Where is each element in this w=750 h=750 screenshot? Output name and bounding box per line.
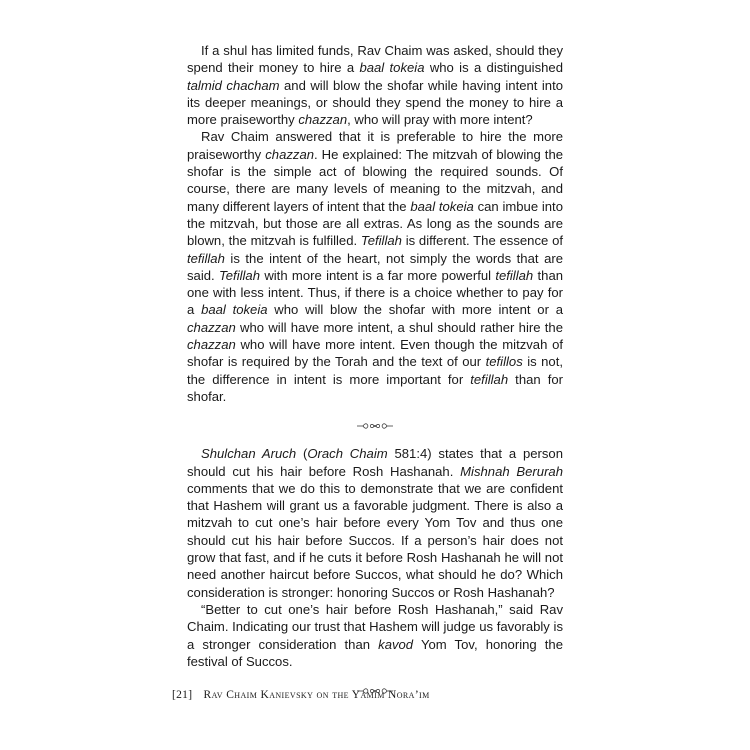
italic-term: baal tokeia	[359, 60, 425, 76]
italic-term: tefillos	[485, 354, 523, 370]
italic-term: tefillah	[495, 267, 534, 283]
italic-term: Mishnah Berurah	[460, 463, 563, 479]
text-run: with more intent is a far more powerful	[260, 267, 496, 283]
text-run: than for shofar.	[187, 371, 563, 404]
text-run: comments that we do this to demonstrate that we are confident that Hashem will grant us a favorable judgment. There is also a mitzvah to cut one’s hair before every Yom Tov and thus one should cut his hair before Succos. If a person’s hair does not grow that fast, and if he cuts it before Rosh Hashanah he will not need another haircut before Succos, what should he do? Which consideration is stronger: honoring Succos or Rosh Hashanah?	[187, 480, 563, 600]
italic-term: Orach Chaim	[307, 446, 388, 462]
text-run: can imbue into the mitzvah, but those are all extras. As long as the sounds are blown, the mitzvah is fulfilled.	[187, 198, 563, 249]
text-run: “Better to cut one’s hair before Rosh Hashanah,” said Rav Chaim. Indicating our trust that Hashem will judge us favorably is a stronger consideration than	[187, 601, 563, 652]
text-run: If a shul has limited funds, Rav Chaim was asked, should they spend their money to hire a	[187, 43, 563, 76]
text-run: Yom Tov, honoring the festival of Succos.	[187, 636, 563, 669]
italic-term: chazzan	[265, 146, 315, 162]
text-run: 581:4) states that a person should cut his hair before Rosh Hashanah.	[187, 446, 563, 479]
text-run: , who will pray with more intent?	[347, 112, 533, 128]
italic-term: chazzan	[187, 319, 236, 335]
italic-term: baal tokeia	[410, 198, 474, 214]
text-run: is not, the difference in intent is more important for	[187, 354, 563, 387]
section-divider-ornament	[187, 419, 563, 431]
text-run: who is a distinguished	[424, 60, 563, 76]
ornament-icon	[356, 422, 394, 430]
paragraph-haircut-answer	[187, 601, 563, 670]
italic-term: chazzan	[298, 112, 348, 128]
text-run: who will have more intent, a shul should rather hire the	[235, 319, 563, 335]
text-run: who will blow the shofar with more intent or a	[267, 302, 563, 318]
italic-term: Shulchan Aruch	[201, 446, 297, 462]
text-run: Rav Chaim answered that it is preferable to hire the more praiseworthy	[187, 129, 563, 162]
paragraph-haircut-question	[187, 445, 563, 601]
text-run: (	[296, 446, 308, 462]
text-run: . He explained: The mitzvah of blowing the shofar is the simple act of blowing the required sounds. Of course, there are many levels of meaning to the mitzvah, and many different layers of intent that the	[187, 146, 564, 214]
running-footer	[172, 689, 592, 701]
book-title: Rav Chaim Kanievsky on the Yamim Nora’im	[203, 689, 430, 701]
text-run: is the intent of the heart, not simply the words that are said.	[187, 250, 563, 283]
italic-term: chazzan	[187, 337, 236, 353]
italic-term: kavod	[378, 636, 414, 652]
body-text	[187, 42, 563, 710]
text-run: who will have more intent. Even though the mitzvah of shofar is required by the Torah and the text of our	[187, 337, 563, 370]
italic-term: Tefillah	[360, 233, 402, 249]
italic-term: baal tokeia	[201, 302, 268, 318]
italic-term: tefillah	[187, 250, 225, 266]
italic-term: talmid chacham	[187, 77, 280, 93]
page-number: [21]	[172, 689, 193, 701]
text-run: is different. The essence of	[401, 233, 563, 249]
paragraph-shul-funds-question	[187, 42, 563, 128]
text-run: and will blow the shofar while having intent into its deeper meanings, or should they spend the money to hire a more praiseworthy	[187, 77, 563, 128]
italic-term: tefillah	[470, 371, 509, 387]
text-run: than one with less intent. Thus, if there is a choice whether to pay for a	[187, 267, 564, 318]
italic-term: Tefillah	[218, 267, 260, 283]
paragraph-rav-chaim-answer-chazzan	[187, 128, 563, 405]
